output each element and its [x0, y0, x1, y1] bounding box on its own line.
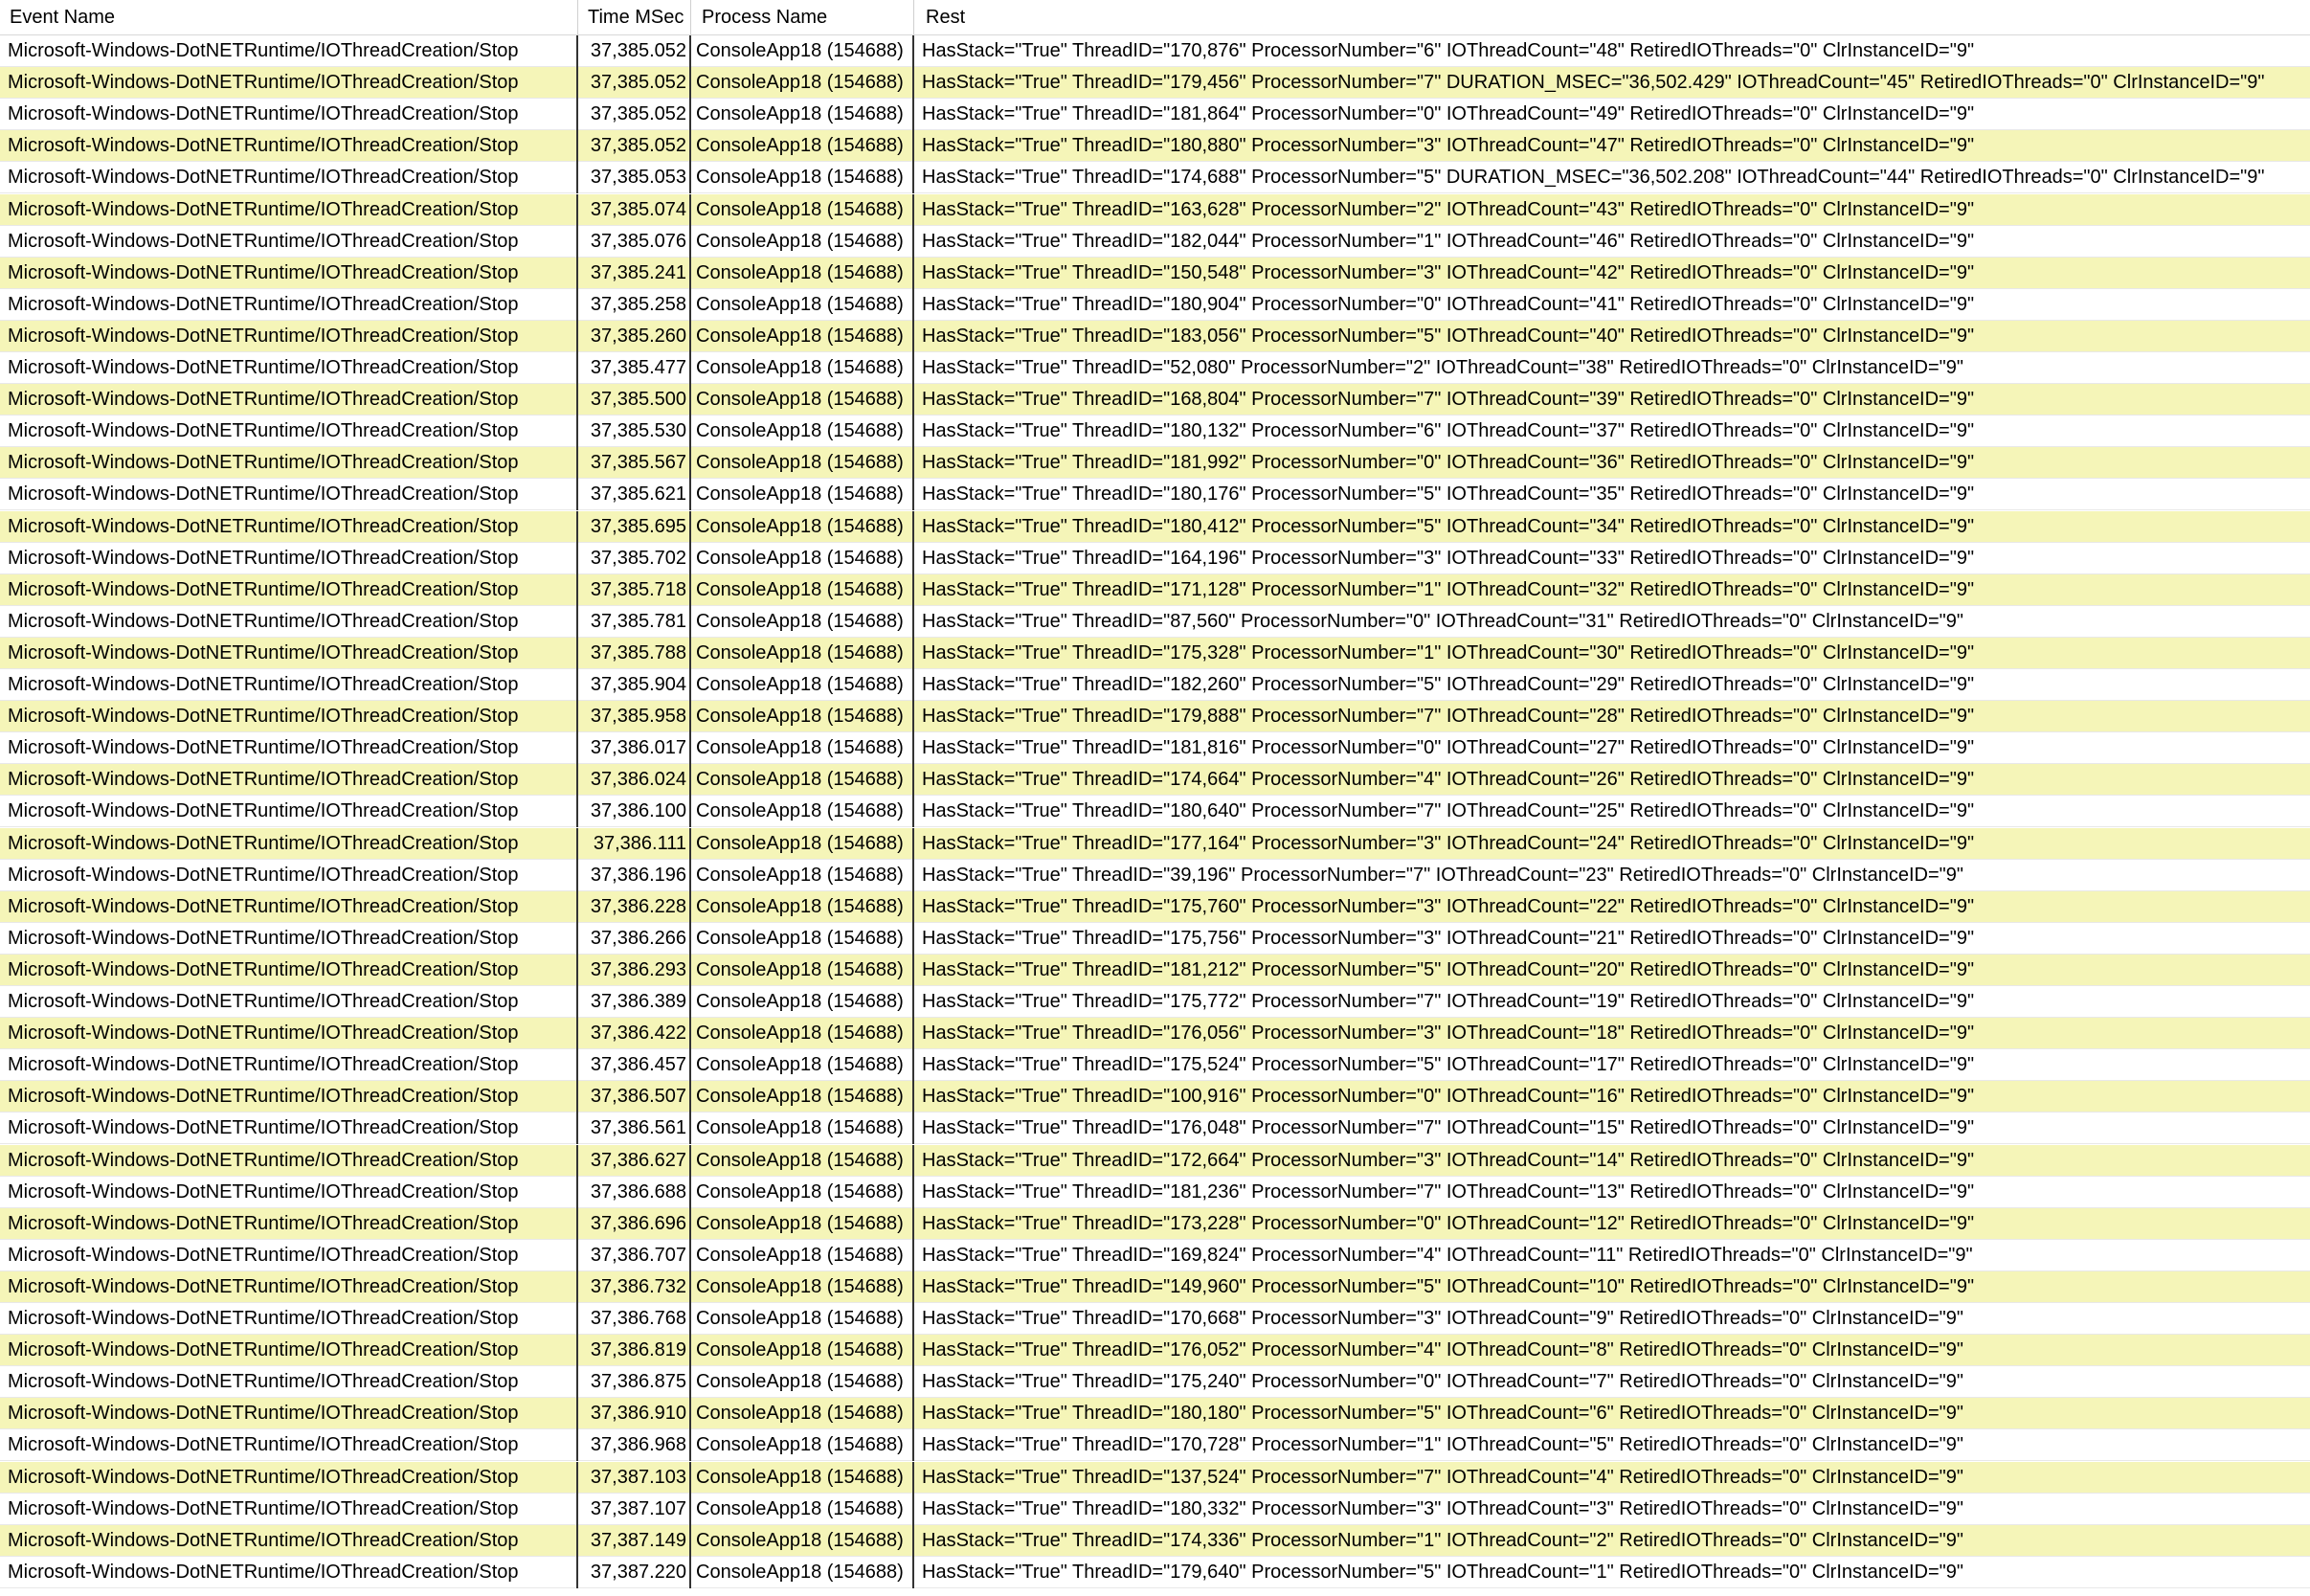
- cell-rest: HasStack="True" ThreadID="182,044" ProcessorNumber="1" IOThreadCount="46" RetiredIOThreads="0" ClrInstanceID="9": [922, 231, 1975, 252]
- cell-rest: HasStack="True" ThreadID="175,240" ProcessorNumber="0" IOThreadCount="7" RetiredIOThreads="0" ClrInstanceID="9": [922, 1371, 1963, 1392]
- cell-rest: HasStack="True" ThreadID="100,916" ProcessorNumber="0" IOThreadCount="16" RetiredIOThreads="0" ClrInstanceID="9": [922, 1086, 1975, 1107]
- table-row[interactable]: [0, 1049, 2310, 1081]
- cell-event-name: Microsoft-Windows-DotNETRuntime/IOThreadCreation/Stop: [0, 606, 578, 638]
- cell-time-msec: 37,386.457: [578, 1049, 691, 1081]
- table-row[interactable]: [0, 1557, 2310, 1588]
- cell-event-name: Microsoft-Windows-DotNETRuntime/IOThreadCreation/Stop: [0, 828, 578, 860]
- table-row[interactable]: [0, 1398, 2310, 1429]
- cell-process-name: ConsoleApp18 (154688): [691, 1525, 914, 1557]
- cell-process-name: ConsoleApp18 (154688): [691, 891, 914, 923]
- cell-process-name: ConsoleApp18 (154688): [691, 352, 914, 384]
- table-row[interactable]: [0, 574, 2310, 606]
- cell-process-name: ConsoleApp18 (154688): [691, 226, 914, 258]
- cell-event-name: Microsoft-Windows-DotNETRuntime/IOThreadCreation/Stop: [0, 1113, 578, 1144]
- cell-process-name: ConsoleApp18 (154688): [691, 1208, 914, 1240]
- table-row[interactable]: [0, 732, 2310, 764]
- cell-process-name: ConsoleApp18 (154688): [691, 1557, 914, 1588]
- table-row[interactable]: [0, 796, 2310, 827]
- cell-process-name: ConsoleApp18 (154688): [691, 986, 914, 1018]
- cell-rest: HasStack="True" ThreadID="177,164" ProcessorNumber="3" IOThreadCount="24" RetiredIOThreads="0" ClrInstanceID="9": [922, 833, 1975, 854]
- column-header-rest[interactable]: Rest: [926, 7, 966, 28]
- cell-rest: HasStack="True" ThreadID="87,560" ProcessorNumber="0" IOThreadCount="31" RetiredIOThreads="0" ClrInstanceID="9": [922, 611, 1963, 632]
- cell-rest: HasStack="True" ThreadID="175,772" ProcessorNumber="7" IOThreadCount="19" RetiredIOThreads="0" ClrInstanceID="9": [922, 991, 1975, 1012]
- cell-process-name: ConsoleApp18 (154688): [691, 1335, 914, 1366]
- table-row[interactable]: [0, 1462, 2310, 1494]
- cell-event-name: Microsoft-Windows-DotNETRuntime/IOThreadCreation/Stop: [0, 1303, 578, 1335]
- cell-event-name: Microsoft-Windows-DotNETRuntime/IOThreadCreation/Stop: [0, 321, 578, 352]
- cell-process-name: ConsoleApp18 (154688): [691, 574, 914, 606]
- table-row[interactable]: [0, 479, 2310, 510]
- cell-rest: HasStack="True" ThreadID="175,760" ProcessorNumber="3" IOThreadCount="22" RetiredIOThreads="0" ClrInstanceID="9": [922, 896, 1975, 917]
- table-row[interactable]: [0, 638, 2310, 669]
- cell-time-msec: 37,385.567: [578, 447, 691, 479]
- cell-time-msec: 37,385.702: [578, 543, 691, 574]
- cell-process-name: ConsoleApp18 (154688): [691, 1429, 914, 1461]
- column-header-time-msec[interactable]: Time MSec: [588, 7, 684, 28]
- cell-rest: HasStack="True" ThreadID="174,664" ProcessorNumber="4" IOThreadCount="26" RetiredIOThreads="0" ClrInstanceID="9": [922, 769, 1975, 790]
- table-row[interactable]: [0, 986, 2310, 1018]
- cell-time-msec: 37,386.561: [578, 1113, 691, 1144]
- cell-time-msec: 37,386.024: [578, 764, 691, 796]
- table-row[interactable]: [0, 194, 2310, 226]
- table-row[interactable]: [0, 1240, 2310, 1271]
- table-row[interactable]: [0, 258, 2310, 289]
- cell-time-msec: 37,385.260: [578, 321, 691, 352]
- cell-event-name: Microsoft-Windows-DotNETRuntime/IOThreadCreation/Stop: [0, 891, 578, 923]
- cell-rest: HasStack="True" ThreadID="181,236" ProcessorNumber="7" IOThreadCount="13" RetiredIOThreads="0" ClrInstanceID="9": [922, 1181, 1975, 1203]
- cell-event-name: Microsoft-Windows-DotNETRuntime/IOThreadCreation/Stop: [0, 67, 578, 99]
- table-row[interactable]: [0, 1271, 2310, 1303]
- table-row[interactable]: [0, 1113, 2310, 1144]
- cell-time-msec: 37,387.149: [578, 1525, 691, 1557]
- cell-event-name: Microsoft-Windows-DotNETRuntime/IOThreadCreation/Stop: [0, 1366, 578, 1398]
- cell-event-name: Microsoft-Windows-DotNETRuntime/IOThreadCreation/Stop: [0, 1240, 578, 1271]
- cell-time-msec: 37,385.500: [578, 384, 691, 416]
- cell-rest: HasStack="True" ThreadID="170,876" ProcessorNumber="6" IOThreadCount="48" RetiredIOThreads="0" ClrInstanceID="9": [922, 40, 1975, 61]
- cell-rest: HasStack="True" ThreadID="174,688" ProcessorNumber="5" DURATION_MSEC="36,502.208" IOThreadCount="44" RetiredIOThreads="0" ClrInstanceID="9": [922, 167, 2265, 188]
- cell-time-msec: 37,386.228: [578, 891, 691, 923]
- cell-process-name: ConsoleApp18 (154688): [691, 511, 914, 543]
- cell-process-name: ConsoleApp18 (154688): [691, 1018, 914, 1049]
- cell-time-msec: 37,386.768: [578, 1303, 691, 1335]
- cell-process-name: ConsoleApp18 (154688): [691, 828, 914, 860]
- cell-rest: HasStack="True" ThreadID="176,048" ProcessorNumber="7" IOThreadCount="15" RetiredIOThreads="0" ClrInstanceID="9": [922, 1117, 1975, 1138]
- cell-time-msec: 37,386.875: [578, 1366, 691, 1398]
- table-row[interactable]: [0, 1177, 2310, 1208]
- cell-time-msec: 37,385.904: [578, 669, 691, 701]
- table-row[interactable]: [0, 1494, 2310, 1525]
- table-row[interactable]: [0, 384, 2310, 416]
- cell-event-name: Microsoft-Windows-DotNETRuntime/IOThreadCreation/Stop: [0, 860, 578, 891]
- cell-process-name: ConsoleApp18 (154688): [691, 543, 914, 574]
- table-row[interactable]: [0, 1525, 2310, 1557]
- cell-time-msec: 37,385.076: [578, 226, 691, 258]
- cell-process-name: ConsoleApp18 (154688): [691, 1303, 914, 1335]
- cell-process-name: ConsoleApp18 (154688): [691, 162, 914, 193]
- table-row[interactable]: [0, 828, 2310, 860]
- cell-rest: HasStack="True" ThreadID="164,196" ProcessorNumber="3" IOThreadCount="33" RetiredIOThreads="0" ClrInstanceID="9": [922, 548, 1975, 569]
- cell-time-msec: 37,385.621: [578, 479, 691, 510]
- cell-process-name: ConsoleApp18 (154688): [691, 1049, 914, 1081]
- table-row[interactable]: [0, 891, 2310, 923]
- cell-rest: HasStack="True" ThreadID="181,864" ProcessorNumber="0" IOThreadCount="49" RetiredIOThreads="0" ClrInstanceID="9": [922, 103, 1975, 124]
- cell-rest: HasStack="True" ThreadID="180,880" ProcessorNumber="3" IOThreadCount="47" RetiredIOThreads="0" ClrInstanceID="9": [922, 135, 1975, 156]
- table-row[interactable]: [0, 1018, 2310, 1049]
- cell-time-msec: 37,385.958: [578, 701, 691, 732]
- cell-time-msec: 37,385.052: [578, 99, 691, 130]
- column-header-row: [0, 0, 2310, 35]
- cell-time-msec: 37,386.422: [578, 1018, 691, 1049]
- cell-rest: HasStack="True" ThreadID="180,640" ProcessorNumber="7" IOThreadCount="25" RetiredIOThreads="0" ClrInstanceID="9": [922, 800, 1975, 821]
- cell-event-name: Microsoft-Windows-DotNETRuntime/IOThreadCreation/Stop: [0, 1177, 578, 1208]
- cell-rest: HasStack="True" ThreadID="180,132" ProcessorNumber="6" IOThreadCount="37" RetiredIOThreads="0" ClrInstanceID="9": [922, 420, 1975, 441]
- table-row[interactable]: [0, 860, 2310, 891]
- cell-process-name: ConsoleApp18 (154688): [691, 1398, 914, 1429]
- cell-event-name: Microsoft-Windows-DotNETRuntime/IOThreadCreation/Stop: [0, 258, 578, 289]
- table-row[interactable]: [0, 1303, 2310, 1335]
- table-row[interactable]: [0, 162, 2310, 193]
- cell-time-msec: 37,385.074: [578, 194, 691, 226]
- cell-event-name: Microsoft-Windows-DotNETRuntime/IOThreadCreation/Stop: [0, 1557, 578, 1588]
- cell-event-name: Microsoft-Windows-DotNETRuntime/IOThreadCreation/Stop: [0, 384, 578, 416]
- cell-process-name: ConsoleApp18 (154688): [691, 258, 914, 289]
- cell-process-name: ConsoleApp18 (154688): [691, 1271, 914, 1303]
- cell-process-name: ConsoleApp18 (154688): [691, 479, 914, 510]
- cell-time-msec: 37,386.111: [578, 828, 691, 860]
- table-row[interactable]: [0, 447, 2310, 479]
- cell-event-name: Microsoft-Windows-DotNETRuntime/IOThreadCreation/Stop: [0, 35, 578, 67]
- cell-time-msec: 37,386.732: [578, 1271, 691, 1303]
- cell-time-msec: 37,387.220: [578, 1557, 691, 1588]
- cell-event-name: Microsoft-Windows-DotNETRuntime/IOThreadCreation/Stop: [0, 1525, 578, 1557]
- cell-rest: HasStack="True" ThreadID="180,180" ProcessorNumber="5" IOThreadCount="6" RetiredIOThreads="0" ClrInstanceID="9": [922, 1403, 1963, 1424]
- cell-rest: HasStack="True" ThreadID="181,992" ProcessorNumber="0" IOThreadCount="36" RetiredIOThreads="0" ClrInstanceID="9": [922, 452, 1975, 473]
- cell-event-name: Microsoft-Windows-DotNETRuntime/IOThreadCreation/Stop: [0, 130, 578, 162]
- cell-event-name: Microsoft-Windows-DotNETRuntime/IOThreadCreation/Stop: [0, 194, 578, 226]
- table-row[interactable]: [0, 1335, 2310, 1366]
- cell-time-msec: 37,386.389: [578, 986, 691, 1018]
- cell-process-name: ConsoleApp18 (154688): [691, 99, 914, 130]
- cell-event-name: Microsoft-Windows-DotNETRuntime/IOThreadCreation/Stop: [0, 511, 578, 543]
- cell-time-msec: 37,385.781: [578, 606, 691, 638]
- cell-event-name: Microsoft-Windows-DotNETRuntime/IOThreadCreation/Stop: [0, 1335, 578, 1366]
- cell-time-msec: 37,386.293: [578, 955, 691, 986]
- cell-time-msec: 37,386.266: [578, 923, 691, 955]
- cell-event-name: Microsoft-Windows-DotNETRuntime/IOThreadCreation/Stop: [0, 669, 578, 701]
- cell-rest: HasStack="True" ThreadID="170,668" ProcessorNumber="3" IOThreadCount="9" RetiredIOThreads="0" ClrInstanceID="9": [922, 1308, 1963, 1329]
- cell-event-name: Microsoft-Windows-DotNETRuntime/IOThreadCreation/Stop: [0, 764, 578, 796]
- cell-event-name: Microsoft-Windows-DotNETRuntime/IOThreadCreation/Stop: [0, 1145, 578, 1177]
- column-header-event-name[interactable]: Event Name: [10, 7, 116, 28]
- cell-rest: HasStack="True" ThreadID="176,056" ProcessorNumber="3" IOThreadCount="18" RetiredIOThreads="0" ClrInstanceID="9": [922, 1023, 1975, 1044]
- cell-process-name: ConsoleApp18 (154688): [691, 1113, 914, 1144]
- cell-time-msec: 37,386.100: [578, 796, 691, 827]
- cell-process-name: ConsoleApp18 (154688): [691, 1081, 914, 1113]
- cell-event-name: Microsoft-Windows-DotNETRuntime/IOThreadCreation/Stop: [0, 1494, 578, 1525]
- cell-rest: HasStack="True" ThreadID="52,080" ProcessorNumber="2" IOThreadCount="38" RetiredIOThreads="0" ClrInstanceID="9": [922, 357, 1963, 378]
- table-row[interactable]: [0, 606, 2310, 638]
- table-row[interactable]: [0, 1208, 2310, 1240]
- cell-event-name: Microsoft-Windows-DotNETRuntime/IOThreadCreation/Stop: [0, 955, 578, 986]
- cell-event-name: Microsoft-Windows-DotNETRuntime/IOThreadCreation/Stop: [0, 1208, 578, 1240]
- cell-time-msec: 37,386.696: [578, 1208, 691, 1240]
- cell-process-name: ConsoleApp18 (154688): [691, 638, 914, 669]
- cell-rest: HasStack="True" ThreadID="175,328" ProcessorNumber="1" IOThreadCount="30" RetiredIOThreads="0" ClrInstanceID="9": [922, 642, 1975, 663]
- cell-process-name: ConsoleApp18 (154688): [691, 289, 914, 321]
- cell-event-name: Microsoft-Windows-DotNETRuntime/IOThreadCreation/Stop: [0, 1049, 578, 1081]
- table-row[interactable]: [0, 416, 2310, 447]
- cell-rest: HasStack="True" ThreadID="176,052" ProcessorNumber="4" IOThreadCount="8" RetiredIOThreads="0" ClrInstanceID="9": [922, 1339, 1963, 1360]
- table-row[interactable]: [0, 1081, 2310, 1113]
- cell-process-name: ConsoleApp18 (154688): [691, 416, 914, 447]
- cell-event-name: Microsoft-Windows-DotNETRuntime/IOThreadCreation/Stop: [0, 416, 578, 447]
- cell-process-name: ConsoleApp18 (154688): [691, 701, 914, 732]
- table-row[interactable]: [0, 99, 2310, 130]
- cell-process-name: ConsoleApp18 (154688): [691, 860, 914, 891]
- cell-time-msec: 37,385.052: [578, 130, 691, 162]
- cell-process-name: ConsoleApp18 (154688): [691, 955, 914, 986]
- cell-event-name: Microsoft-Windows-DotNETRuntime/IOThreadCreation/Stop: [0, 1018, 578, 1049]
- cell-rest: HasStack="True" ThreadID="137,524" ProcessorNumber="7" IOThreadCount="4" RetiredIOThreads="0" ClrInstanceID="9": [922, 1467, 1963, 1488]
- cell-process-name: ConsoleApp18 (154688): [691, 321, 914, 352]
- cell-time-msec: 37,386.627: [578, 1145, 691, 1177]
- table-row[interactable]: [0, 543, 2310, 574]
- cell-process-name: ConsoleApp18 (154688): [691, 923, 914, 955]
- cell-time-msec: 37,385.053: [578, 162, 691, 193]
- cell-time-msec: 37,386.196: [578, 860, 691, 891]
- cell-time-msec: 37,386.507: [578, 1081, 691, 1113]
- cell-rest: HasStack="True" ThreadID="181,212" ProcessorNumber="5" IOThreadCount="20" RetiredIOThreads="0" ClrInstanceID="9": [922, 959, 1975, 980]
- cell-event-name: Microsoft-Windows-DotNETRuntime/IOThreadCreation/Stop: [0, 1398, 578, 1429]
- cell-time-msec: 37,385.718: [578, 574, 691, 606]
- table-row[interactable]: [0, 35, 2310, 67]
- cell-rest: HasStack="True" ThreadID="179,640" ProcessorNumber="5" IOThreadCount="1" RetiredIOThreads="0" ClrInstanceID="9": [922, 1562, 1963, 1583]
- cell-rest: HasStack="True" ThreadID="168,804" ProcessorNumber="7" IOThreadCount="39" RetiredIOThreads="0" ClrInstanceID="9": [922, 389, 1975, 410]
- cell-rest: HasStack="True" ThreadID="180,332" ProcessorNumber="3" IOThreadCount="3" RetiredIOThreads="0" ClrInstanceID="9": [922, 1498, 1963, 1519]
- cell-process-name: ConsoleApp18 (154688): [691, 606, 914, 638]
- cell-event-name: Microsoft-Windows-DotNETRuntime/IOThreadCreation/Stop: [0, 1081, 578, 1113]
- table-row[interactable]: [0, 289, 2310, 321]
- cell-rest: HasStack="True" ThreadID="170,728" ProcessorNumber="1" IOThreadCount="5" RetiredIOThreads="0" ClrInstanceID="9": [922, 1434, 1963, 1455]
- cell-process-name: ConsoleApp18 (154688): [691, 67, 914, 99]
- cell-rest: HasStack="True" ThreadID="150,548" ProcessorNumber="3" IOThreadCount="42" RetiredIOThreads="0" ClrInstanceID="9": [922, 262, 1975, 283]
- cell-event-name: Microsoft-Windows-DotNETRuntime/IOThreadCreation/Stop: [0, 479, 578, 510]
- cell-event-name: Microsoft-Windows-DotNETRuntime/IOThreadCreation/Stop: [0, 701, 578, 732]
- cell-time-msec: 37,386.017: [578, 732, 691, 764]
- cell-rest: HasStack="True" ThreadID="179,456" ProcessorNumber="7" DURATION_MSEC="36,502.429" IOThreadCount="45" RetiredIOThreads="0" ClrInstanceID="9": [922, 72, 2265, 93]
- cell-rest: HasStack="True" ThreadID="172,664" ProcessorNumber="3" IOThreadCount="14" RetiredIOThreads="0" ClrInstanceID="9": [922, 1150, 1975, 1171]
- cell-process-name: ConsoleApp18 (154688): [691, 1366, 914, 1398]
- cell-rest: HasStack="True" ThreadID="181,816" ProcessorNumber="0" IOThreadCount="27" RetiredIOThreads="0" ClrInstanceID="9": [922, 737, 1975, 758]
- table-row[interactable]: [0, 701, 2310, 732]
- cell-event-name: Microsoft-Windows-DotNETRuntime/IOThreadCreation/Stop: [0, 1271, 578, 1303]
- cell-event-name: Microsoft-Windows-DotNETRuntime/IOThreadCreation/Stop: [0, 289, 578, 321]
- table-row[interactable]: [0, 1366, 2310, 1398]
- cell-process-name: ConsoleApp18 (154688): [691, 35, 914, 67]
- table-row[interactable]: [0, 1429, 2310, 1461]
- cell-rest: HasStack="True" ThreadID="175,756" ProcessorNumber="3" IOThreadCount="21" RetiredIOThreads="0" ClrInstanceID="9": [922, 928, 1975, 949]
- cell-rest: HasStack="True" ThreadID="182,260" ProcessorNumber="5" IOThreadCount="29" RetiredIOThreads="0" ClrInstanceID="9": [922, 674, 1975, 695]
- cell-time-msec: 37,385.052: [578, 67, 691, 99]
- table-row[interactable]: [0, 352, 2310, 384]
- table-row[interactable]: [0, 511, 2310, 543]
- cell-process-name: ConsoleApp18 (154688): [691, 796, 914, 827]
- cell-time-msec: 37,385.258: [578, 289, 691, 321]
- cell-event-name: Microsoft-Windows-DotNETRuntime/IOThreadCreation/Stop: [0, 796, 578, 827]
- cell-rest: HasStack="True" ThreadID="171,128" ProcessorNumber="1" IOThreadCount="32" RetiredIOThreads="0" ClrInstanceID="9": [922, 579, 1975, 600]
- cell-rest: HasStack="True" ThreadID="174,336" ProcessorNumber="1" IOThreadCount="2" RetiredIOThreads="0" ClrInstanceID="9": [922, 1530, 1963, 1551]
- cell-process-name: ConsoleApp18 (154688): [691, 1494, 914, 1525]
- cell-event-name: Microsoft-Windows-DotNETRuntime/IOThreadCreation/Stop: [0, 447, 578, 479]
- cell-event-name: Microsoft-Windows-DotNETRuntime/IOThreadCreation/Stop: [0, 99, 578, 130]
- cell-process-name: ConsoleApp18 (154688): [691, 130, 914, 162]
- cell-event-name: Microsoft-Windows-DotNETRuntime/IOThreadCreation/Stop: [0, 162, 578, 193]
- cell-event-name: Microsoft-Windows-DotNETRuntime/IOThreadCreation/Stop: [0, 543, 578, 574]
- cell-event-name: Microsoft-Windows-DotNETRuntime/IOThreadCreation/Stop: [0, 1462, 578, 1494]
- table-row[interactable]: [0, 955, 2310, 986]
- cell-process-name: ConsoleApp18 (154688): [691, 447, 914, 479]
- cell-time-msec: 37,386.688: [578, 1177, 691, 1208]
- cell-time-msec: 37,385.530: [578, 416, 691, 447]
- table-row[interactable]: [0, 669, 2310, 701]
- cell-time-msec: 37,387.107: [578, 1494, 691, 1525]
- cell-process-name: ConsoleApp18 (154688): [691, 384, 914, 416]
- cell-rest: HasStack="True" ThreadID="180,904" ProcessorNumber="0" IOThreadCount="41" RetiredIOThreads="0" ClrInstanceID="9": [922, 294, 1975, 315]
- cell-process-name: ConsoleApp18 (154688): [691, 1177, 914, 1208]
- cell-event-name: Microsoft-Windows-DotNETRuntime/IOThreadCreation/Stop: [0, 226, 578, 258]
- table-row[interactable]: [0, 321, 2310, 352]
- cell-process-name: ConsoleApp18 (154688): [691, 194, 914, 226]
- cell-time-msec: 37,386.707: [578, 1240, 691, 1271]
- cell-rest: HasStack="True" ThreadID="175,524" ProcessorNumber="5" IOThreadCount="17" RetiredIOThreads="0" ClrInstanceID="9": [922, 1054, 1975, 1075]
- table-row[interactable]: [0, 1145, 2310, 1177]
- cell-time-msec: 37,386.910: [578, 1398, 691, 1429]
- cell-rest: HasStack="True" ThreadID="179,888" ProcessorNumber="7" IOThreadCount="28" RetiredIOThreads="0" ClrInstanceID="9": [922, 706, 1975, 727]
- cell-time-msec: 37,385.477: [578, 352, 691, 384]
- cell-time-msec: 37,385.695: [578, 511, 691, 543]
- cell-rest: HasStack="True" ThreadID="39,196" ProcessorNumber="7" IOThreadCount="23" RetiredIOThreads="0" ClrInstanceID="9": [922, 865, 1963, 886]
- cell-time-msec: 37,387.103: [578, 1462, 691, 1494]
- cell-event-name: Microsoft-Windows-DotNETRuntime/IOThreadCreation/Stop: [0, 574, 578, 606]
- column-header-process-name[interactable]: Process Name: [702, 7, 828, 28]
- table-row[interactable]: [0, 923, 2310, 955]
- cell-process-name: ConsoleApp18 (154688): [691, 764, 914, 796]
- cell-process-name: ConsoleApp18 (154688): [691, 1462, 914, 1494]
- cell-rest: HasStack="True" ThreadID="180,176" ProcessorNumber="5" IOThreadCount="35" RetiredIOThreads="0" ClrInstanceID="9": [922, 483, 1975, 505]
- cell-process-name: ConsoleApp18 (154688): [691, 732, 914, 764]
- cell-time-msec: 37,386.968: [578, 1429, 691, 1461]
- cell-time-msec: 37,386.819: [578, 1335, 691, 1366]
- cell-event-name: Microsoft-Windows-DotNETRuntime/IOThreadCreation/Stop: [0, 1429, 578, 1461]
- cell-rest: HasStack="True" ThreadID="169,824" ProcessorNumber="4" IOThreadCount="11" RetiredIOThreads="0" ClrInstanceID="9": [922, 1245, 1973, 1266]
- table-row[interactable]: [0, 764, 2310, 796]
- cell-event-name: Microsoft-Windows-DotNETRuntime/IOThreadCreation/Stop: [0, 352, 578, 384]
- cell-time-msec: 37,385.788: [578, 638, 691, 669]
- table-row[interactable]: [0, 226, 2310, 258]
- cell-process-name: ConsoleApp18 (154688): [691, 1145, 914, 1177]
- cell-rest: HasStack="True" ThreadID="180,412" ProcessorNumber="5" IOThreadCount="34" RetiredIOThreads="0" ClrInstanceID="9": [922, 516, 1975, 537]
- cell-event-name: Microsoft-Windows-DotNETRuntime/IOThreadCreation/Stop: [0, 923, 578, 955]
- table-row[interactable]: [0, 67, 2310, 99]
- cell-rest: HasStack="True" ThreadID="173,228" ProcessorNumber="0" IOThreadCount="12" RetiredIOThreads="0" ClrInstanceID="9": [922, 1213, 1975, 1234]
- cell-process-name: ConsoleApp18 (154688): [691, 1240, 914, 1271]
- table-row[interactable]: [0, 130, 2310, 162]
- cell-time-msec: 37,385.052: [578, 35, 691, 67]
- cell-event-name: Microsoft-Windows-DotNETRuntime/IOThreadCreation/Stop: [0, 732, 578, 764]
- cell-rest: HasStack="True" ThreadID="149,960" ProcessorNumber="5" IOThreadCount="10" RetiredIOThreads="0" ClrInstanceID="9": [922, 1276, 1975, 1297]
- cell-rest: HasStack="True" ThreadID="163,628" ProcessorNumber="2" IOThreadCount="43" RetiredIOThreads="0" ClrInstanceID="9": [922, 199, 1975, 220]
- cell-event-name: Microsoft-Windows-DotNETRuntime/IOThreadCreation/Stop: [0, 986, 578, 1018]
- cell-rest: HasStack="True" ThreadID="183,056" ProcessorNumber="5" IOThreadCount="40" RetiredIOThreads="0" ClrInstanceID="9": [922, 326, 1975, 347]
- cell-event-name: Microsoft-Windows-DotNETRuntime/IOThreadCreation/Stop: [0, 638, 578, 669]
- cell-time-msec: 37,385.241: [578, 258, 691, 289]
- cell-process-name: ConsoleApp18 (154688): [691, 669, 914, 701]
